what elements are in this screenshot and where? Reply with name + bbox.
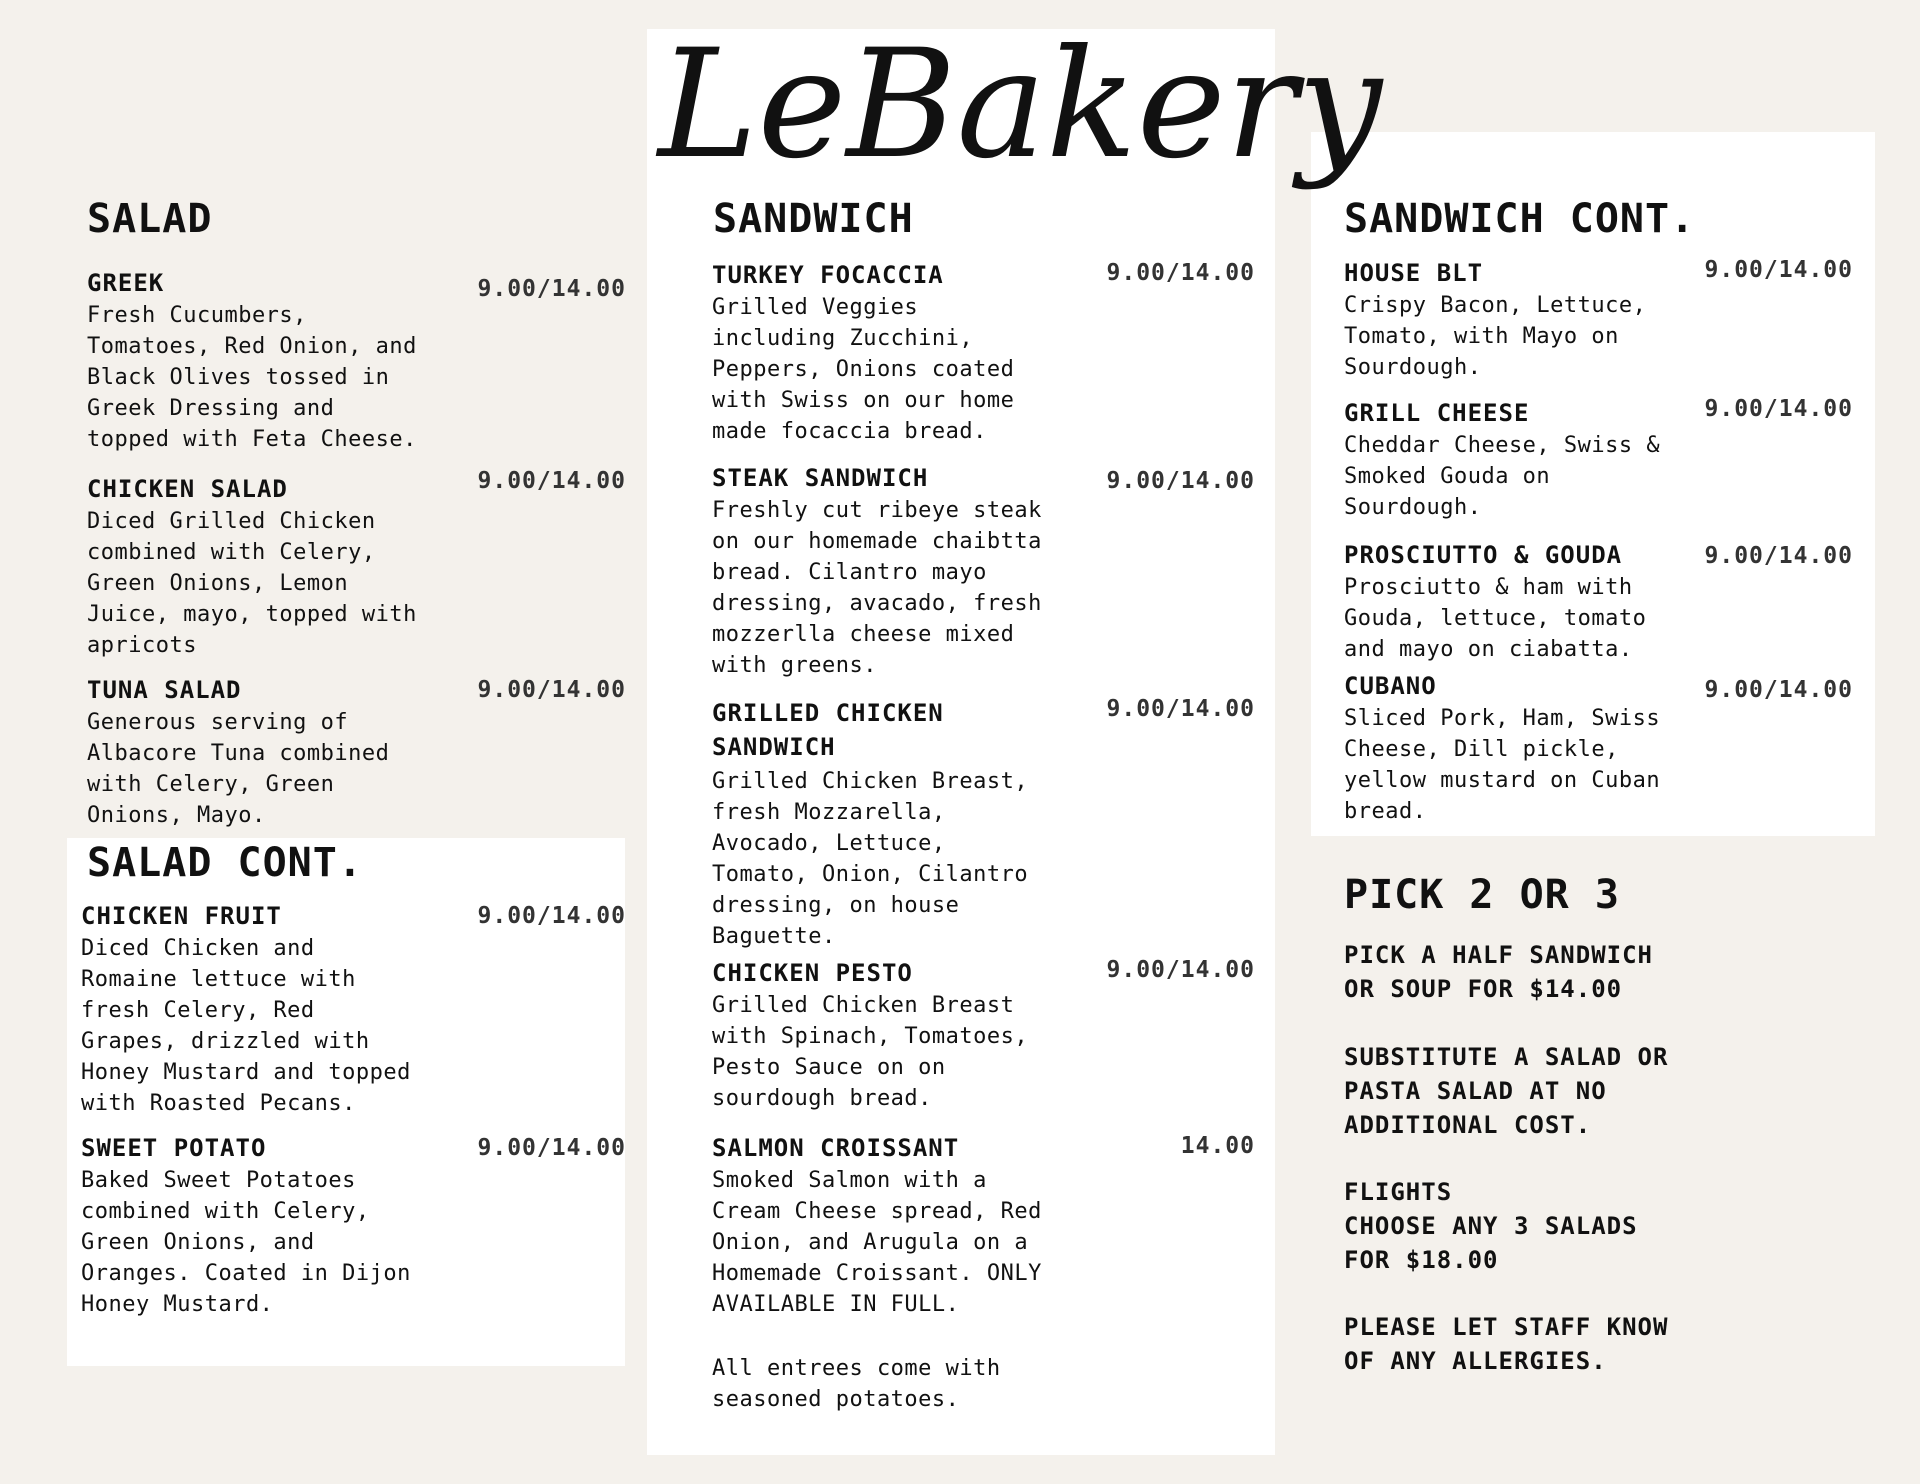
- item-price: 9.00/14.00: [477, 468, 626, 494]
- item-name: HOUSE BLT: [1344, 259, 1484, 287]
- salad-cont-heading: SALAD CONT.: [87, 840, 363, 886]
- item-price: 9.00/14.00: [477, 1135, 626, 1161]
- menu-item-sweet-potato: [81, 1133, 411, 1320]
- item-name: CHICKEN FRUIT: [81, 902, 282, 930]
- menu-item-salmon-croissant: [712, 1133, 1042, 1320]
- item-price: 9.00/14.00: [1704, 396, 1853, 422]
- item-price: 9.00/14.00: [477, 677, 626, 703]
- item-name: TURKEY FOCACCIA: [712, 261, 944, 289]
- item-price: 9.00/14.00: [1704, 543, 1853, 569]
- pick-half-sandwich-note: PICK A HALF SANDWICH OR SOUP FOR $14.00: [1344, 941, 1653, 1003]
- item-name: PROSCIUTTO & GOUDA: [1344, 541, 1623, 569]
- item-price: 9.00/14.00: [477, 903, 626, 929]
- menu-item-house-blt: [1344, 258, 1646, 383]
- item-description: Freshly cut ribeye steak on our homemade chaibtta bread. Cilantro mayo dressing, avacado, fresh mozzerlla cheese mixed with greens.: [712, 498, 1042, 678]
- menu-item-turkey-focaccia: [712, 260, 1014, 447]
- item-description: Smoked Salmon with a Cream Cheese spread, Red Onion, and Arugula on a Homemade Croissant. ONLY AVAILABLE IN FULL.: [712, 1168, 1042, 1317]
- item-name: SALMON CROISSANT: [712, 1134, 960, 1162]
- item-name: STEAK SANDWICH: [712, 464, 929, 492]
- item-price: 9.00/14.00: [1106, 696, 1255, 722]
- item-name: SWEET POTATO: [81, 1134, 267, 1162]
- item-description: Baked Sweet Potatoes combined with Celery, Green Onions, and Oranges. Coated in Dijon Honey Mustard.: [81, 1168, 411, 1317]
- menu-item-chicken-salad: [87, 474, 417, 661]
- item-description: Cheddar Cheese, Swiss & Smoked Gouda on Sourdough.: [1344, 433, 1661, 520]
- allergies-note: PLEASE LET STAFF KNOW OF ANY ALLERGIES.: [1344, 1313, 1669, 1375]
- item-name: GRILLED CHICKEN SANDWICH: [712, 699, 944, 761]
- item-description: Fresh Cucumbers, Tomatoes, Red Onion, and Black Olives tossed in Greek Dressing and topped with Feta Cheese.: [87, 303, 417, 452]
- entrees-footnote: All entrees come with seasoned potatoes.: [712, 1356, 1001, 1412]
- item-price: 9.00/14.00: [1704, 257, 1853, 283]
- sandwich-cont-heading: SANDWICH CONT.: [1344, 196, 1696, 242]
- item-price: 9.00/14.00: [477, 276, 626, 302]
- item-description: Grilled Chicken Breast, fresh Mozzarella, Avocado, Lettuce, Tomato, Onion, Cilantro dressing, on house Baguette.: [712, 769, 1029, 949]
- svg-text:LeBakery: LeBakery: [658, 18, 1383, 192]
- item-description: Generous serving of Albacore Tuna combined with Celery, Green Onions, Mayo.: [87, 710, 390, 828]
- menu-item-grilled-chicken-sandwich: [712, 696, 1028, 952]
- item-price: 9.00/14.00: [1106, 260, 1255, 286]
- menu-item-tuna-salad: [87, 675, 389, 831]
- item-description: Diced Chicken and Romaine lettuce with fresh Celery, Red Grapes, drizzled with Honey Mustard and topped with Roasted Pecans.: [81, 936, 411, 1116]
- menu-item-chicken-fruit: [81, 901, 411, 1119]
- menu-item-greek: [87, 268, 417, 455]
- item-name: GRILL CHEESE: [1344, 399, 1530, 427]
- salad-heading: SALAD: [87, 196, 213, 242]
- item-name: CHICKEN SALAD: [87, 475, 288, 503]
- menu-item-grill-cheese: [1344, 398, 1660, 523]
- menu-item-steak-sandwich: [712, 463, 1042, 681]
- menu-item-chicken-pesto: [712, 958, 1028, 1114]
- item-price: 14.00: [1180, 1133, 1255, 1159]
- menu-item-cubano: [1344, 671, 1660, 827]
- item-description: Diced Grilled Chicken combined with Celery, Green Onions, Lemon Juice, mayo, topped with apricots: [87, 509, 417, 658]
- item-description: Grilled Veggies including Zucchini, Peppers, Onions coated with Swiss on our home made focaccia bread.: [712, 295, 1015, 444]
- item-name: TUNA SALAD: [87, 676, 242, 704]
- item-name: GREEK: [87, 269, 165, 297]
- item-description: Grilled Chicken Breast with Spinach, Tomatoes, Pesto Sauce on on sourdough bread.: [712, 993, 1029, 1111]
- item-name: CHICKEN PESTO: [712, 959, 913, 987]
- sandwich-heading: SANDWICH: [713, 196, 914, 242]
- menu-item-prosciutto-gouda: [1344, 540, 1646, 665]
- substitute-salad-note: SUBSTITUTE A SALAD OR PASTA SALAD AT NO ADDITIONAL COST.: [1344, 1043, 1669, 1139]
- pick-heading: PICK 2 OR 3: [1344, 872, 1620, 918]
- item-price: 9.00/14.00: [1106, 468, 1255, 494]
- item-description: Sliced Pork, Ham, Swiss Cheese, Dill pickle, yellow mustard on Cuban bread.: [1344, 706, 1661, 824]
- item-price: 9.00/14.00: [1704, 677, 1853, 703]
- item-name: CUBANO: [1344, 672, 1437, 700]
- item-description: Crispy Bacon, Lettuce, Tomato, with Mayo on Sourdough.: [1344, 293, 1647, 380]
- item-description: Prosciutto & ham with Gouda, lettuce, tomato and mayo on ciabatta.: [1344, 575, 1647, 662]
- item-price: 9.00/14.00: [1106, 957, 1255, 983]
- flights-note: FLIGHTS CHOOSE ANY 3 SALADS FOR $18.00: [1344, 1178, 1638, 1274]
